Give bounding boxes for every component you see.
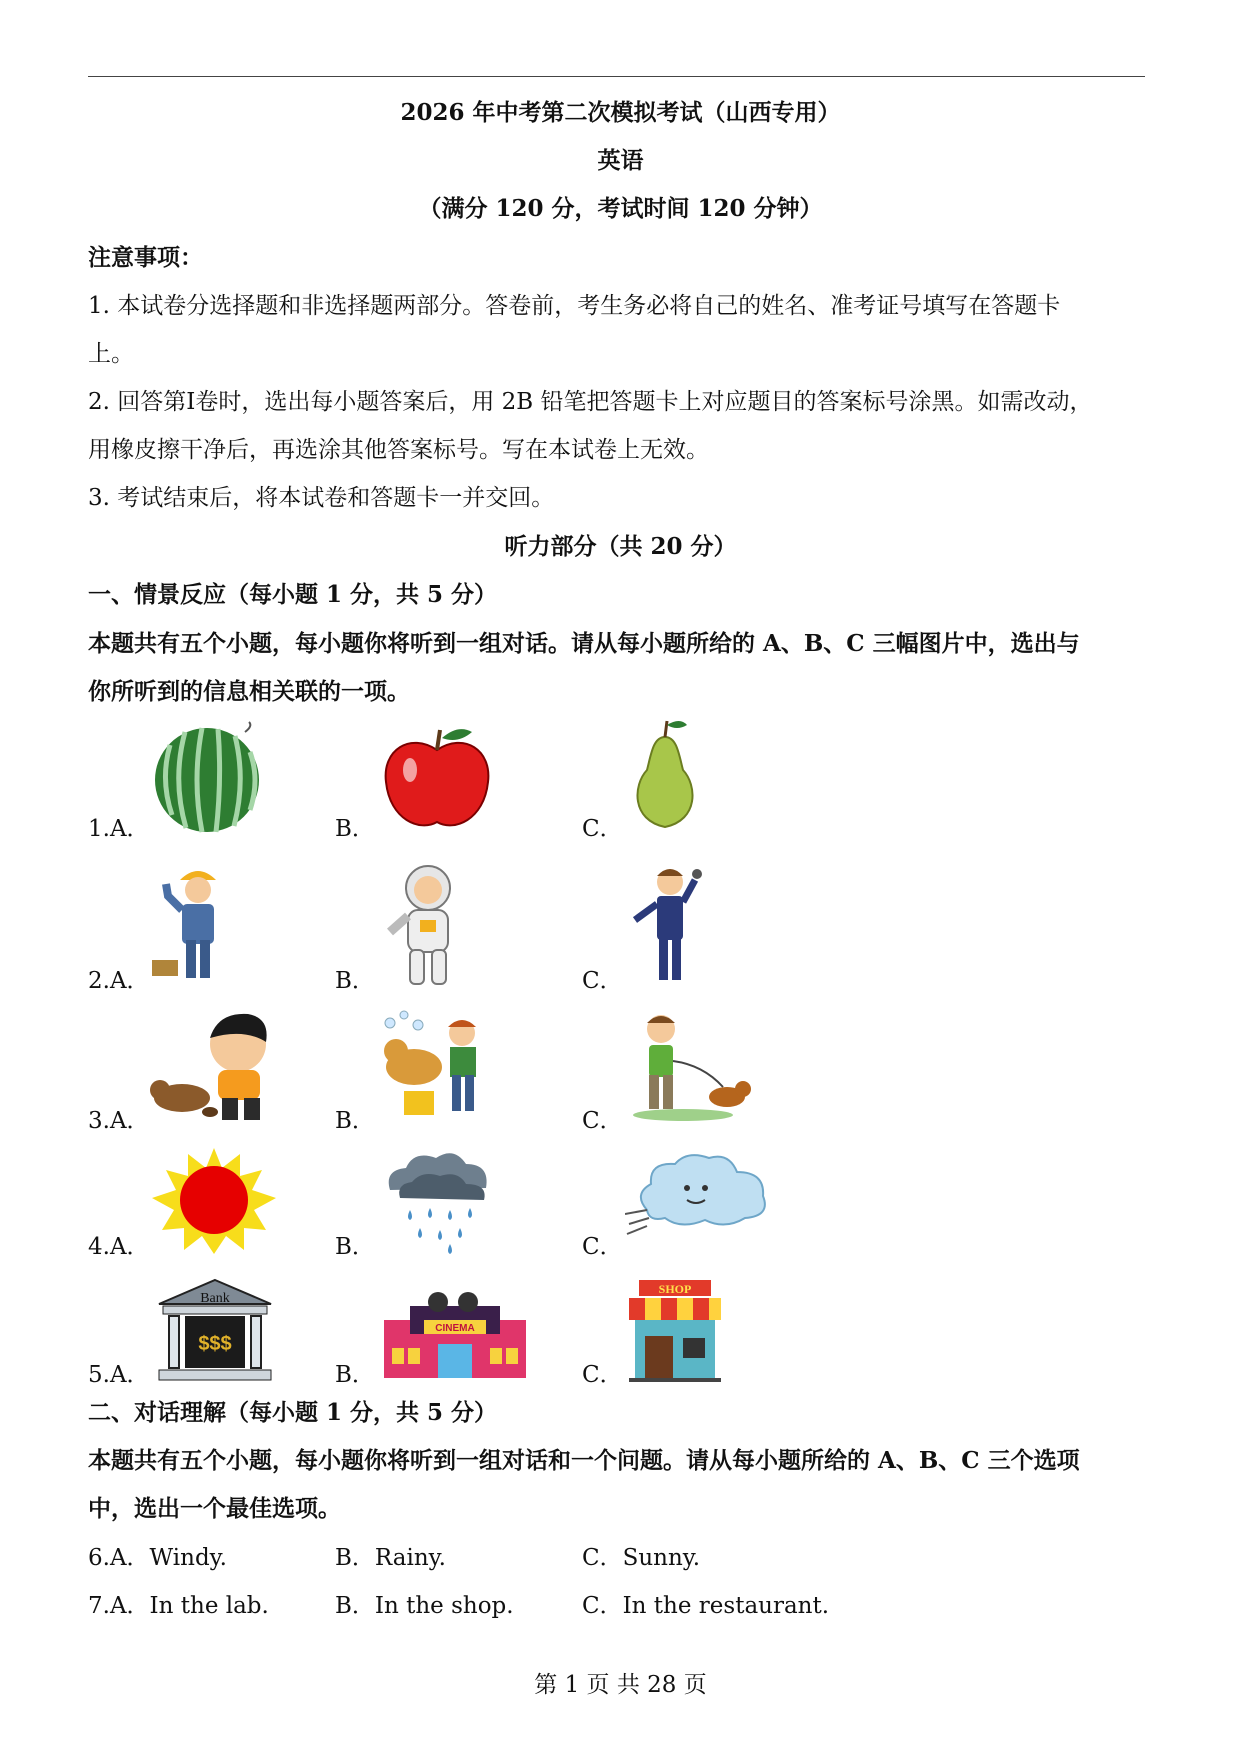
part1-heading: 一、情景反应（每小题 1 分，共 5 分） [88,581,498,608]
q7-option-b: B．In the shop. [335,1593,514,1619]
q1-label-a: 1.A． [88,816,150,842]
boy-walking-dog-icon [623,1005,753,1125]
q5-label-c: C． [582,1362,623,1388]
q3-label-c: C． [582,1108,623,1134]
sun-icon [152,1148,276,1254]
singer-icon [625,860,715,990]
boy-washing-dog-icon [378,1005,493,1125]
q6-option-a: 6.A．Windy. [88,1545,227,1571]
q1-label-b: B． [335,816,375,842]
shop-label: SHOP [658,1282,692,1296]
page-footer: 第 1 页 共 28 页 [534,1672,707,1698]
q7-option-c: C．In the restaurant. [582,1593,830,1619]
shop-icon [625,1278,725,1384]
exam-subject: 英语 [597,147,644,174]
q3-label-b: B． [335,1108,375,1134]
bank-icon [155,1278,275,1383]
watermelon-icon [150,720,265,835]
q7-option-a: 7.A．In the lab. [88,1593,269,1619]
q6-option-b: B．Rainy. [335,1545,446,1571]
cinema-icon [380,1290,530,1382]
q5-label-a: 5.A． [88,1362,150,1388]
part2-instruction: 本题共有五个小题，每小题你将听到一组对话和一个问题。请从每小题所给的 A、B、C 三个选项 [88,1447,1080,1474]
astronaut-icon [380,860,475,990]
pear-icon [625,715,705,835]
apple-icon [380,720,495,835]
q2-label-c: C． [582,968,623,994]
note-1-cont: 上。 [88,341,134,367]
part2-heading: 二、对话理解（每小题 1 分，共 5 分） [88,1399,498,1426]
worker-icon [150,860,245,990]
q5-label-b: B． [335,1362,375,1388]
notes-heading: 注意事项： [88,244,203,271]
q4-label-b: B． [335,1234,375,1260]
bank-label: Bank [200,1291,230,1306]
q4-label-a: 4.A． [88,1234,150,1260]
q4-label-c: C． [582,1234,623,1260]
q6-option-c: C．Sunny. [582,1545,701,1571]
exam-title: 2026 年中考第二次模拟考试（山西专用） [400,99,841,126]
part1-instruction-cont: 你所听到的信息相关联的一项。 [88,678,410,705]
listening-heading: 听力部分（共 20 分） [504,533,737,560]
note-3: 3. 考试结束后，将本试卷和答题卡一并交回。 [88,485,555,511]
q2-label-a: 2.A． [88,968,150,994]
note-1: 1. 本试卷分选择题和非选择题两部分。答卷前，考生务必将自己的姓名、准考证号填写在答题卡 [88,293,1061,319]
bank-money: $$$ [198,1333,232,1355]
cinema-label: CINEMA [435,1323,475,1334]
q2-label-b: B． [335,968,375,994]
wind-cloud-icon [625,1150,775,1240]
q1-label-c: C． [582,816,623,842]
note-2: 2. 回答第I卷时，选出每小题答案后，用 2B 铅笔把答题卡上对应题目的答案标号涂黑。如需改动， [88,389,1093,415]
boy-feeding-dog-icon [148,1008,288,1126]
header-rule [88,76,1145,77]
q3-label-a: 3.A． [88,1108,150,1134]
exam-info: （满分 120 分，考试时间 120 分钟） [418,195,823,222]
part2-instruction-cont: 中，选出一个最佳选项。 [88,1495,341,1522]
note-2-cont: 用橡皮擦干净后，再选涂其他答案标号。写在本试卷上无效。 [88,437,709,463]
rain-cloud-icon [380,1146,495,1256]
part1-instruction: 本题共有五个小题，每小题你将听到一组对话。请从每小题所给的 A、B、C 三幅图片中，选出与 [88,630,1080,657]
